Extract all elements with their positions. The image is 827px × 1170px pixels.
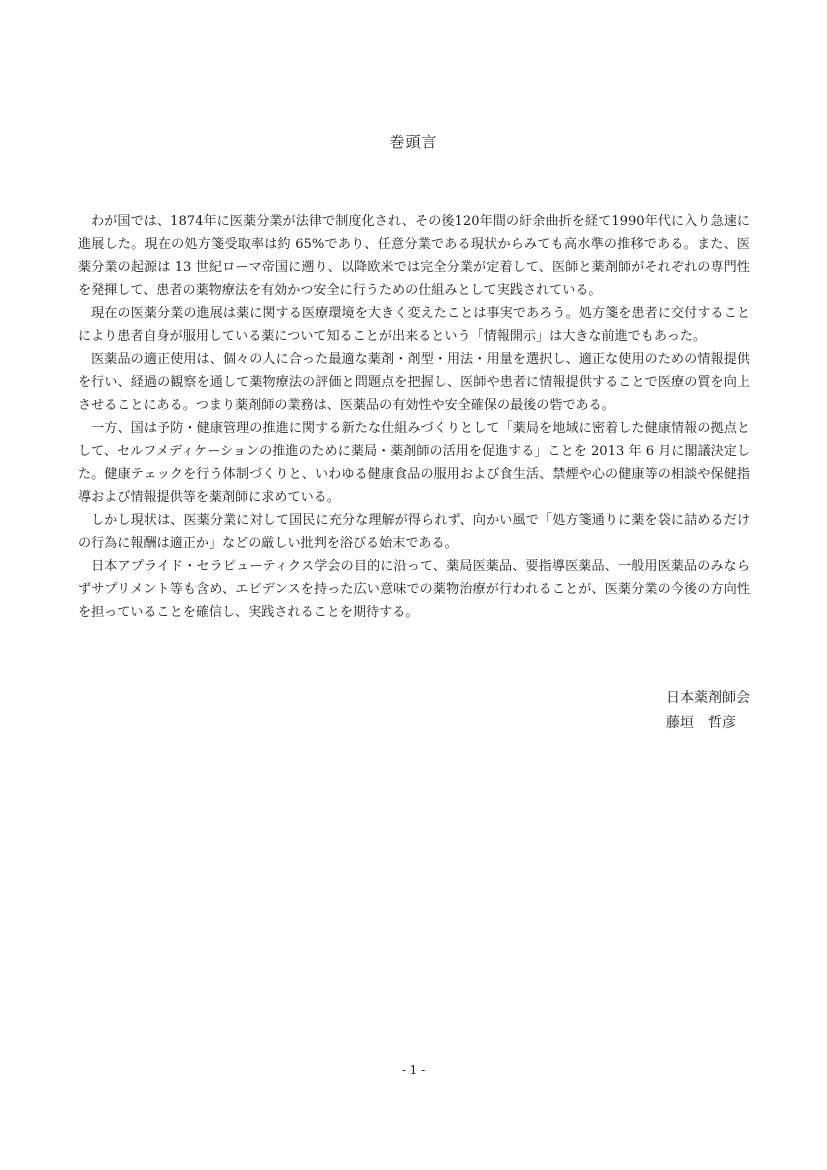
paragraph: 一方、国は予防・健康管理の推進に関する新たな仕組みづくりとして「薬局を地域に密着した健康情報の拠点として、セルフメディケーションの推進のために薬局・薬剤師の活用を促進する」ことを 2013 年 6 月に閣議決定した。健康テェックを行う体制づくりと、いわゆる健康食品の服用および食生活、禁煙や心の健康等の相談や保健指導および情報提供等を薬剤師に求めている。 [78,421,750,505]
body-text [78,210,750,624]
page-number: - 1 - [401,1063,426,1077]
paragraph: 現在の医薬分業の進展は薬に関する医療環境を大きく変えたことは事実であろう。処方箋を患者に交付することにより患者自身が服用している薬について知ることが出来るという「情報開示」は大きな前進でもあった。 [78,306,750,344]
page-title: 巻頭言 [389,133,438,151]
paragraph: 日本アプライド・セラピューティクス学会の目的に沿って、薬局医薬品、要指導医薬品、一般用医薬品のみならずサプリメント等も含め、エビデンスを持った広い意味での薬物治療が行われることが、医薬分業の今後の方向性を担っていることを確信し、実践されることを期待する。 [78,559,750,620]
paragraph: 医薬品の適正使用は、個々の人に合った最適な薬剤・剤型・用法・用量を選択し、適正な使用のための情報提供を行い、経過の観察を通して薬物療法の評価と問題点を把握し、医師や患者に情報提供することで医療の質を向上させることにある。つまり薬剤師の業務は、医薬品の有効性や安全確保の最後の砦である。 [78,352,750,413]
paragraph: わが国では、1874年に医薬分業が法律で制度化され、その後120年間の紆余曲折を経て1990年代に入り急速に進展した。現在の処方箋受取率は約 65%であり、任意分業である現状からみても高水準の推移である。また、医薬分業の起源は 13 世紀ローマ帝国に遡り、以降欧米では完全分業が定着して、医師と薬剤師がそれぞれの専門性を発揮して、患者の薬物療法を有効かつ安全に行うための仕組みとして実践されている。 [78,214,750,298]
signature-block [666,686,750,736]
signature-organization: 日本薬剤師会 [666,690,750,706]
signature-name: 藤垣 哲彦 [666,715,736,731]
paragraph: しかし現状は、医薬分業に対して国民に充分な理解が得られず、向かい風で「処方箋通りに薬を袋に詰めるだけの行為に報酬は適正か」などの厳しい批判を浴びる始末である。 [78,513,750,551]
